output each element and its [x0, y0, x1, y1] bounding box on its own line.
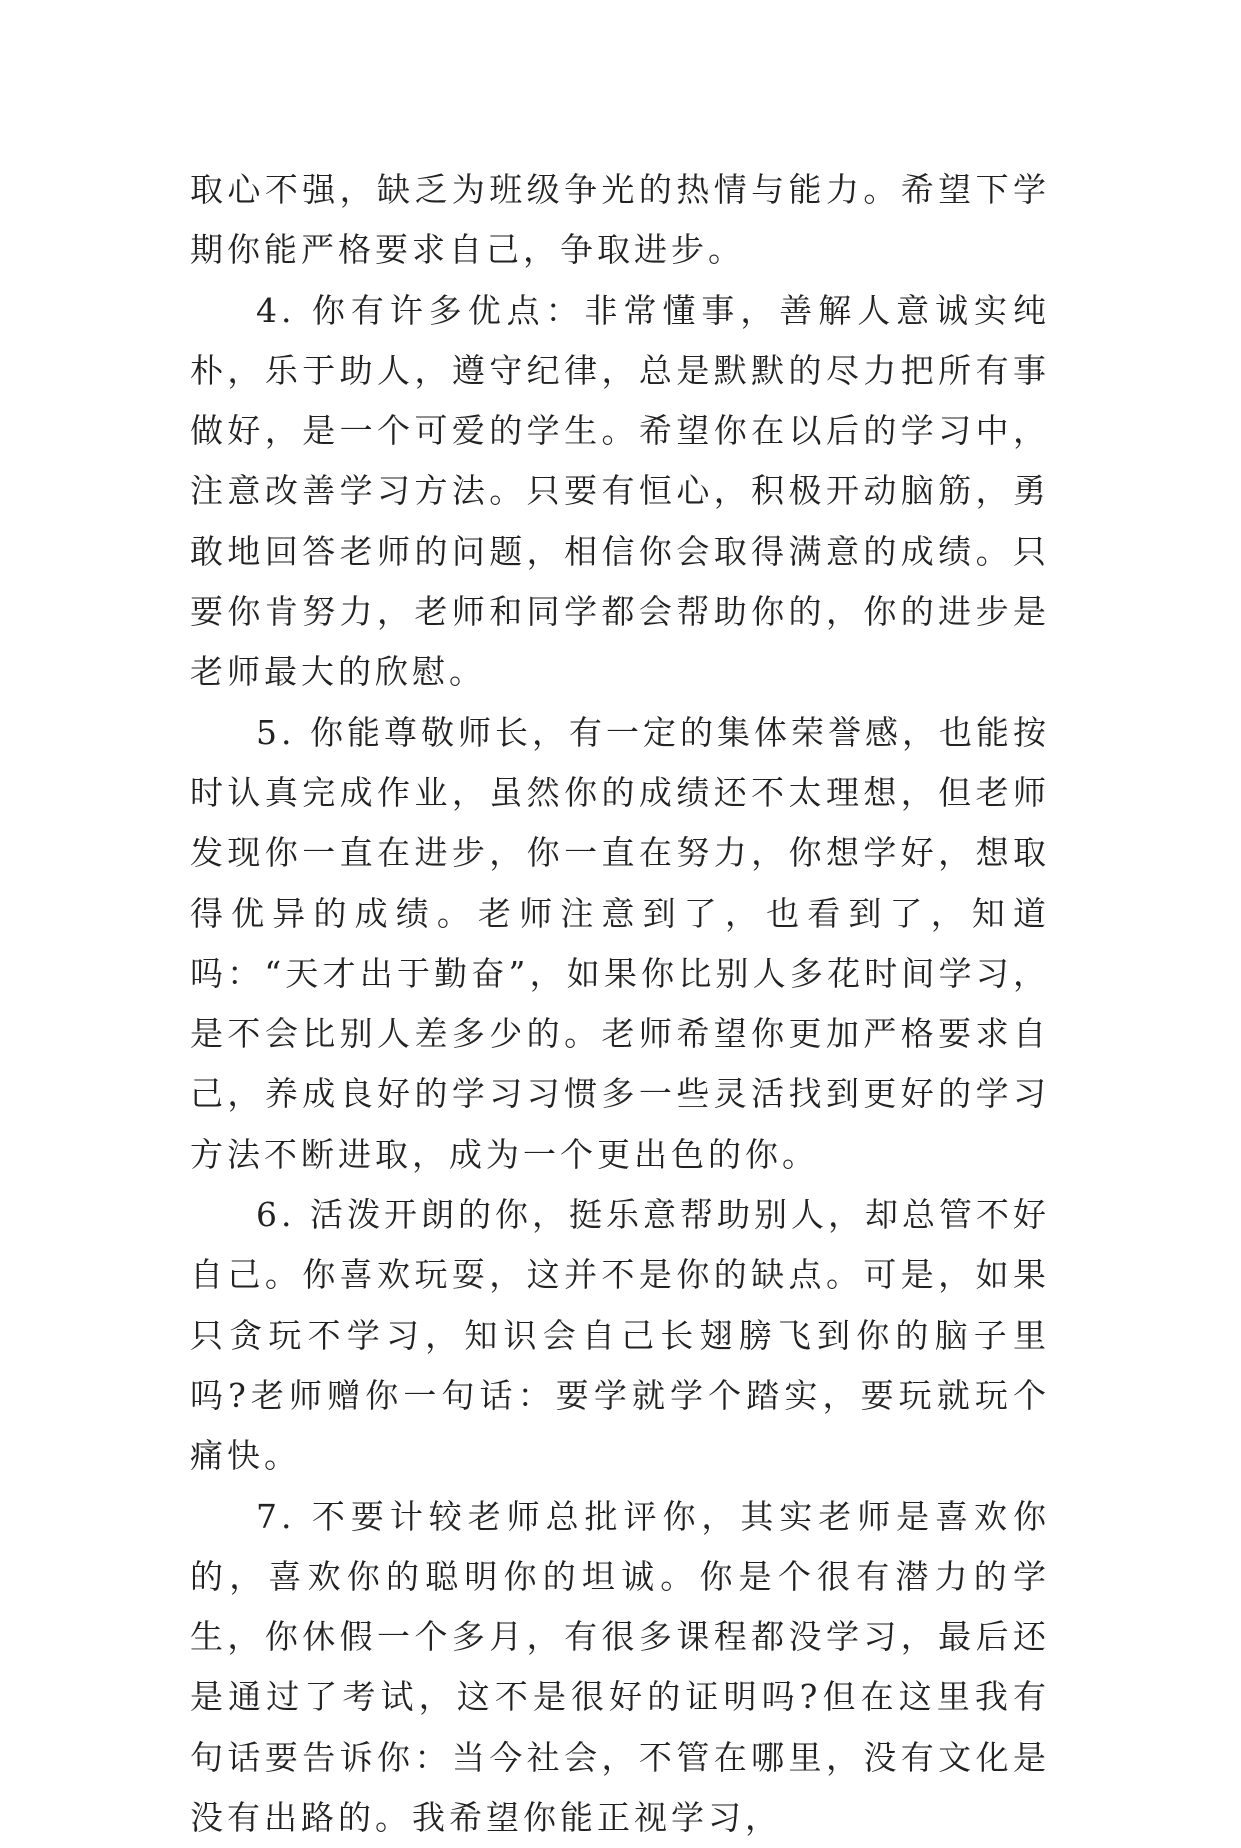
- paragraph-comment-5: 5. 你能尊敬师长，有一定的集体荣誉感，也能按时认真完成作业，虽然你的成绩还不太理想，但老师发现你一直在进步，你一直在努力，你想学好，想取得优异的成绩。老师注意到了，也看到了，知道吗：“天才出于勤奋”，如果你比别人多花时间学习，是不会比别人差多少的。老师希望你更加严格要求自己，养成良好的学习习惯多一些灵活找到更好的学习方法不断进取，成为一个更出色的你。: [190, 712, 1050, 1174]
- paragraph-comment-4: 4. 你有许多优点：非常懂事，善解人意诚实纯朴，乐于助人，遵守纪律，总是默默的尽力把所有事做好，是一个可爱的学生。希望你在以后的学习中，注意改善学习方法。只要有恒心，积极开动脑筋，勇敢地回答老师的问题，相信你会取得满意的成绩。只要你肯努力，老师和同学都会帮助你的，你的进步是老师最大的欣慰。: [190, 290, 1050, 692]
- paragraph-comment-6: 6. 活泼开朗的你，挺乐意帮助别人，却总管不好自己。你喜欢玩耍，这并不是你的缺点。可是，如果只贪玩不学习，知识会自己长翅膀飞到你的脑子里吗?老师赠你一句话：要学就学个踏实，要玩就玩个痛快。: [190, 1195, 1050, 1476]
- paragraph-continuation: 取心不强，缺乏为班级争光的热情与能力。希望下学期你能严格要求自己，争取进步。: [190, 170, 1050, 270]
- document-body: [190, 160, 1050, 1848]
- paragraph-comment-7: 7. 不要计较老师总批评你，其实老师是喜欢你的，喜欢你的聪明你的坦诚。你是个很有潜力的学生，你休假一个多月，有很多课程都没学习，最后还是通过了考试，这不是很好的证明吗?但在这里我有句话要告诉你：当今社会，不管在哪里，没有文化是没有出路的。我希望你能正视学习，: [190, 1496, 1050, 1838]
